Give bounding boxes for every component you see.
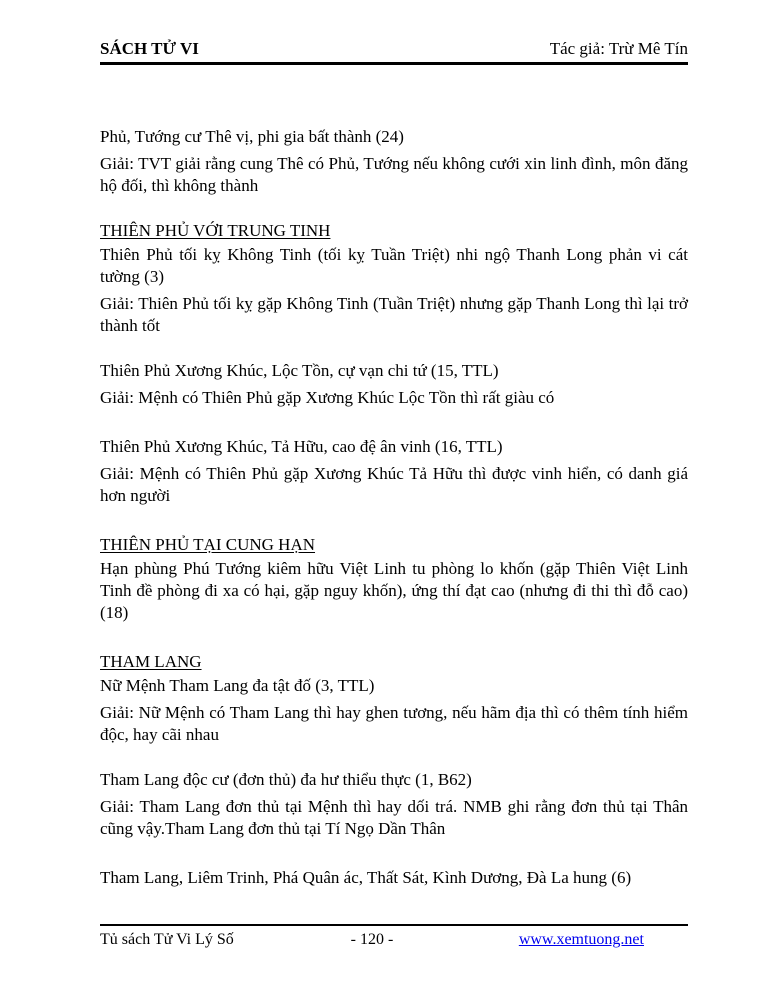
statement-paragraph: Phủ, Tướng cư Thê vị, phi gia bất thành (24)	[100, 127, 404, 146]
explanation-paragraph: Giải: Thiên Phủ tối kỵ gặp Không Tinh (Tuần Triệt) nhưng gặp Thanh Long thì lại trở thành tốt	[100, 294, 688, 335]
statement-paragraph: Hạn phùng Phú Tướng kiêm hữu Việt Linh tu phòng lo khốn (gặp Thiên Việt Linh Tinh đề phòng đi xa có hại, gặp nguy khốn), ứng thí đạt cao (nhưng đi thi thì đỗ cao) (18)	[100, 559, 688, 622]
explanation-paragraph: Giải: Mệnh có Thiên Phủ gặp Xương Khúc Tả Hữu thì được vinh hiển, có danh giá hơn người	[100, 464, 688, 505]
explanation-paragraph: Giải: Nữ Mệnh có Tham Lang thì hay ghen tương, nếu hãm địa thì có thêm tính hiểm độc, hay cãi nhau	[100, 703, 688, 744]
section-heading: THIÊN PHỦ VỚI TRUNG TINH	[100, 221, 331, 240]
statement-paragraph: Nữ Mệnh Tham Lang đa tật đố (3, TTL)	[100, 676, 375, 695]
statement-paragraph: Tham Lang, Liêm Trinh, Phá Quân ác, Thất Sát, Kình Dương, Đà La hung (6)	[100, 868, 632, 887]
page-footer	[100, 924, 688, 950]
footer-page-number: - 120 -	[350, 931, 394, 948]
statement-paragraph: Thiên Phủ Xương Khúc, Lộc Tồn, cự vạn chi tứ (15, TTL)	[100, 361, 499, 380]
explanation-paragraph: Giải: TVT giải rằng cung Thê có Phủ, Tướng nếu không cưới xin linh đình, môn đăng hộ đối, thì không thành	[100, 154, 688, 195]
header-book-title: SÁCH TỬ VI	[100, 39, 199, 58]
explanation-paragraph: Giải: Mệnh có Thiên Phủ gặp Xương Khúc Lộc Tồn thì rất giàu có	[100, 388, 555, 407]
statement-paragraph: Tham Lang độc cư (đơn thủ) đa hư thiểu thực (1, B62)	[100, 770, 472, 789]
statement-paragraph: Thiên Phủ tối kỵ Không Tinh (tối kỵ Tuần Triệt) nhi ngộ Thanh Long phản vi cát tường (3)	[100, 245, 688, 286]
footer-website-link[interactable]: www.xemtuong.net	[518, 931, 644, 948]
page-header	[100, 38, 688, 65]
document-body	[100, 66, 688, 889]
header-author: Tác giả: Trừ Mê Tín	[549, 39, 688, 58]
section-heading: THAM LANG	[100, 652, 202, 671]
explanation-paragraph: Giải: Tham Lang đơn thủ tại Mệnh thì hay dối trá. NMB ghi rằng đơn thủ tại Thân cũng vậy.Tham Lang đơn thủ tại Tí Ngọ Dần Thân	[100, 797, 688, 838]
section-heading: THIÊN PHỦ TẠI CUNG HẠN	[100, 535, 316, 554]
footer-series-title: Tủ sách Tử Vi Lý Số	[100, 931, 234, 948]
statement-paragraph: Thiên Phủ Xương Khúc, Tả Hữu, cao đệ ân vinh (16, TTL)	[100, 437, 503, 456]
